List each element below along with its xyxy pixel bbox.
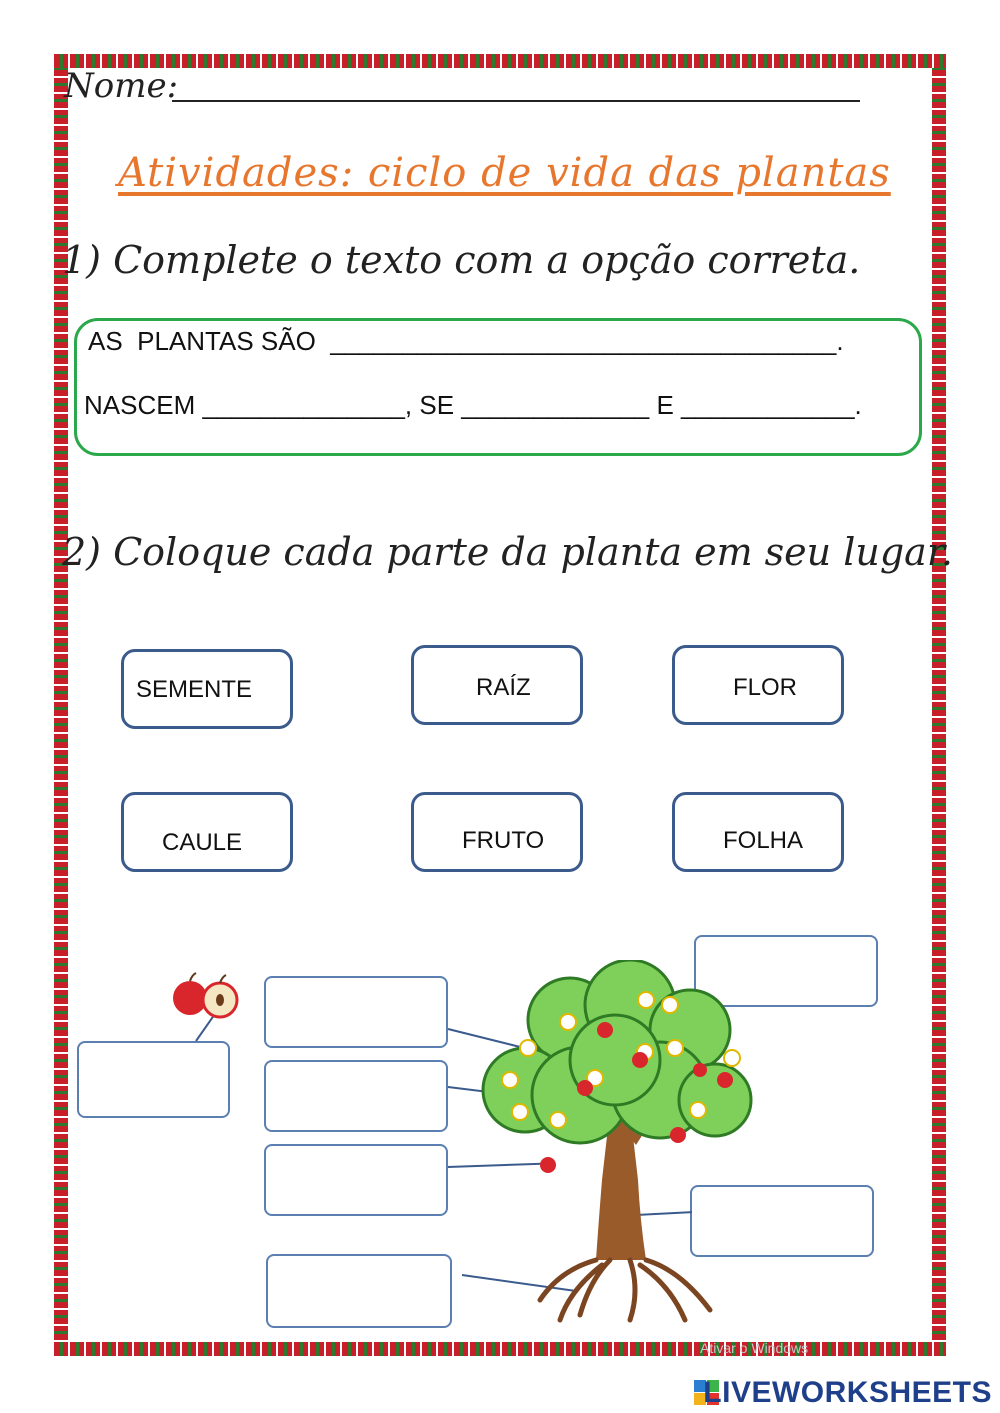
word-card-label: SEMENTE bbox=[136, 676, 253, 703]
answer-box-seed[interactable] bbox=[77, 1041, 230, 1118]
liveworksheets-brand[interactable]: LIVEWORKSHEETS bbox=[703, 1376, 992, 1409]
answer-box-leaf[interactable] bbox=[264, 1060, 448, 1132]
answer-box-fruit[interactable] bbox=[264, 1144, 448, 1216]
word-card-fruto[interactable] bbox=[411, 792, 583, 872]
word-card-flor[interactable] bbox=[672, 645, 844, 725]
answer-box-root[interactable] bbox=[266, 1254, 452, 1328]
word-card-label: FRUTO bbox=[462, 827, 545, 854]
worksheet-title: Atividades: ciclo de vida das plantas bbox=[118, 150, 891, 196]
word-card-folha[interactable] bbox=[672, 792, 844, 872]
word-card-label: RAÍZ bbox=[476, 674, 531, 701]
windows-activation-watermark: Ativar o Windows bbox=[700, 1340, 809, 1356]
fill-in-line-1[interactable]: AS PLANTAS SÃO ___________________________________. bbox=[88, 326, 844, 356]
name-input-line[interactable] bbox=[172, 100, 860, 102]
apple-halves-icon bbox=[170, 970, 242, 1026]
word-card-raiz[interactable] bbox=[411, 645, 583, 725]
question-2-prompt: 2) Coloque cada parte da planta em seu lugar. bbox=[62, 530, 953, 574]
name-label: Nome: bbox=[64, 66, 179, 106]
word-card-semente[interactable] bbox=[121, 649, 293, 729]
word-card-caule[interactable] bbox=[121, 792, 293, 872]
word-card-label: FOLHA bbox=[723, 827, 804, 854]
apple-tree-illustration bbox=[470, 960, 770, 1330]
word-card-label: CAULE bbox=[162, 829, 243, 856]
word-card-label: FLOR bbox=[733, 674, 798, 701]
question-1-prompt: 1) Complete o texto com a opção correta. bbox=[62, 238, 861, 282]
answer-box-flower[interactable] bbox=[264, 976, 448, 1048]
fill-in-line-2[interactable]: NASCEM ______________, SE _____________ E ____________. bbox=[84, 390, 862, 420]
